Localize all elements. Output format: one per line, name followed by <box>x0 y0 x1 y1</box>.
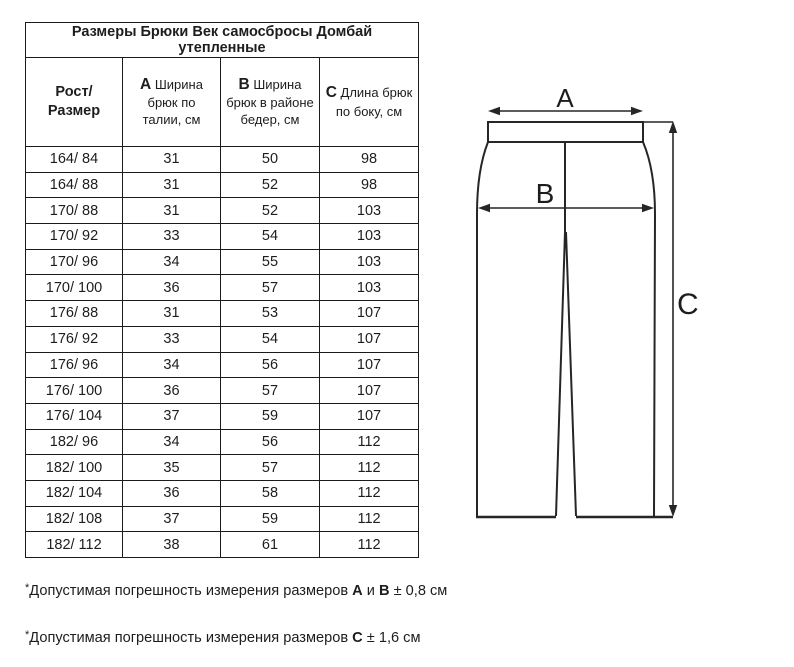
footnote-tolerance-ab <box>25 582 447 599</box>
dimension-label-b: B <box>535 178 555 209</box>
cell-height-size: 170/ 92 <box>26 224 123 250</box>
cell-hip-width: 50 <box>221 147 320 173</box>
cell-height-size: 176/ 92 <box>26 326 123 352</box>
cell-waist-width: 36 <box>123 480 221 506</box>
cell-side-length: 98 <box>320 147 419 173</box>
table-row <box>26 224 419 250</box>
arrowhead-b-left <box>478 204 490 212</box>
cell-waist-width: 38 <box>123 532 221 558</box>
cell-hip-width: 57 <box>221 455 320 481</box>
table-row <box>26 326 419 352</box>
cell-hip-width: 59 <box>221 403 320 429</box>
left-outer-seam <box>477 142 488 516</box>
cell-height-size: 176/ 104 <box>26 403 123 429</box>
cell-hip-width: 53 <box>221 301 320 327</box>
cell-waist-width: 35 <box>123 455 221 481</box>
footnote-c-tolerance: ± 1,6 см <box>362 630 421 646</box>
cell-side-length: 103 <box>320 249 419 275</box>
cell-hip-width: 52 <box>221 172 320 198</box>
cell-side-length: 98 <box>320 172 419 198</box>
header-hip-width-label: Ширина брюк в районе бедер, см <box>226 77 314 128</box>
table-row <box>26 172 419 198</box>
table-row <box>26 275 419 301</box>
cell-height-size: 182/ 112 <box>26 532 123 558</box>
dim-letter-a: A <box>140 76 152 94</box>
cell-height-size: 170/ 96 <box>26 249 123 275</box>
size-table <box>25 22 419 558</box>
cell-height-size: 164/ 84 <box>26 147 123 173</box>
dim-letter-b: B <box>238 76 250 94</box>
cell-side-length: 112 <box>320 429 419 455</box>
header-waist-width-label: Ширина брюк по талии, см <box>142 77 203 128</box>
cell-hip-width: 58 <box>221 480 320 506</box>
cell-height-size: 170/ 88 <box>26 198 123 224</box>
cell-waist-width: 34 <box>123 249 221 275</box>
table-row <box>26 532 419 558</box>
arrowhead-c-bottom <box>669 505 677 517</box>
left-inner-seam <box>556 232 565 516</box>
cell-side-length: 103 <box>320 224 419 250</box>
cell-hip-width: 59 <box>221 506 320 532</box>
cell-waist-width: 34 <box>123 352 221 378</box>
header-side-length-label: Длина брюк по боку, см <box>335 85 413 119</box>
table-row <box>26 198 419 224</box>
cell-waist-width: 37 <box>123 403 221 429</box>
table-row <box>26 147 419 173</box>
cell-height-size: 182/ 104 <box>26 480 123 506</box>
cell-side-length: 112 <box>320 506 419 532</box>
header-height-size: Рост/Размер <box>26 58 123 147</box>
table-row <box>26 403 419 429</box>
table-row <box>26 429 419 455</box>
cell-side-length: 112 <box>320 455 419 481</box>
arrowhead-a-left <box>488 107 500 115</box>
table-row <box>26 455 419 481</box>
cell-side-length: 107 <box>320 403 419 429</box>
cell-waist-width: 31 <box>123 147 221 173</box>
cell-side-length: 107 <box>320 352 419 378</box>
cell-waist-width: 34 <box>123 429 221 455</box>
arrowhead-c-top <box>669 121 677 133</box>
table-row <box>26 301 419 327</box>
asterisk: * <box>25 629 30 641</box>
table-title: Размеры Брюки Век самосбросы Домбай утепленные <box>26 23 419 58</box>
cell-waist-width: 33 <box>123 224 221 250</box>
right-inner-seam <box>566 232 576 516</box>
cell-waist-width: 36 <box>123 378 221 404</box>
cell-side-length: 112 <box>320 532 419 558</box>
cell-waist-width: 36 <box>123 275 221 301</box>
arrowhead-a-right <box>631 107 643 115</box>
cell-hip-width: 54 <box>221 224 320 250</box>
header-side-length <box>320 58 419 147</box>
cell-height-size: 182/ 108 <box>26 506 123 532</box>
dimension-label-c: C <box>677 288 699 321</box>
cell-height-size: 176/ 96 <box>26 352 123 378</box>
cell-side-length: 107 <box>320 326 419 352</box>
table-row <box>26 378 419 404</box>
size-table-body <box>26 147 419 558</box>
cell-hip-width: 56 <box>221 352 320 378</box>
footnote-ab-letter-b: B <box>378 583 390 599</box>
table-row <box>26 249 419 275</box>
footnote-tolerance-c <box>25 629 421 646</box>
cell-hip-width: 52 <box>221 198 320 224</box>
footnote-c-letter-c: C <box>352 630 363 646</box>
cell-waist-width: 31 <box>123 301 221 327</box>
header-waist-width <box>123 58 221 147</box>
right-outer-seam <box>643 142 655 516</box>
cell-waist-width: 33 <box>123 326 221 352</box>
cell-waist-width: 37 <box>123 506 221 532</box>
cell-hip-width: 57 <box>221 275 320 301</box>
cell-height-size: 176/ 100 <box>26 378 123 404</box>
arrowhead-b-right <box>642 204 654 212</box>
dim-letter-c: C <box>325 84 337 102</box>
cell-hip-width: 56 <box>221 429 320 455</box>
cell-side-length: 103 <box>320 275 419 301</box>
footnote-ab-tolerance: ± 0,8 см <box>389 583 448 599</box>
waistband <box>488 122 643 142</box>
cell-hip-width: 54 <box>221 326 320 352</box>
table-row <box>26 352 419 378</box>
cell-height-size: 176/ 88 <box>26 301 123 327</box>
cell-height-size: 164/ 88 <box>26 172 123 198</box>
table-row <box>26 480 419 506</box>
header-hip-width <box>221 58 320 147</box>
footnote-ab-text: Допустимая погрешность измерения размеров <box>29 583 353 599</box>
cell-side-length: 112 <box>320 480 419 506</box>
cell-height-size: 182/ 96 <box>26 429 123 455</box>
footnote-ab-and: и <box>362 583 379 599</box>
cell-hip-width: 55 <box>221 249 320 275</box>
footnote-c-text: Допустимая погрешность измерения размеров <box>29 630 353 646</box>
cell-waist-width: 31 <box>123 172 221 198</box>
cell-side-length: 103 <box>320 198 419 224</box>
cell-height-size: 182/ 100 <box>26 455 123 481</box>
asterisk: * <box>25 582 30 594</box>
cell-waist-width: 31 <box>123 198 221 224</box>
cell-hip-width: 57 <box>221 378 320 404</box>
cell-side-length: 107 <box>320 301 419 327</box>
dimension-label-a: A <box>556 83 574 113</box>
cell-side-length: 107 <box>320 378 419 404</box>
table-row <box>26 506 419 532</box>
footnote-ab-letter-a: A <box>352 583 363 599</box>
pants-diagram <box>440 70 760 550</box>
cell-height-size: 170/ 100 <box>26 275 123 301</box>
cell-hip-width: 61 <box>221 532 320 558</box>
